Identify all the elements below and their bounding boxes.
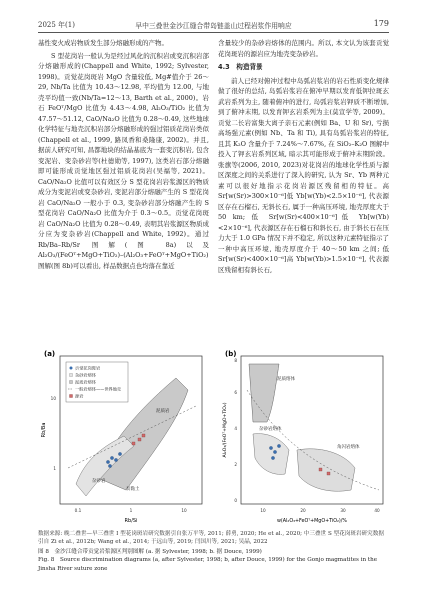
sample-point [110,456,113,459]
data-source-note: 数据来源: 晚二叠世—早三叠世 I 型花岗斑岩研究数据引自张万平等, 2011; 薛勇, 2020; He et al., 2020; 中三叠世 S 型花岗斑岩研究数据引自 Zi et al., 2012b; Wang et al., 2014; 于远山等, 2019; 闫国川等, 2021; 吴晶, 2022 [38,531,384,546]
legend-entry: 杂砂岩熔体 [75,372,96,378]
legend-marker [70,374,73,377]
figure-8 [38,350,389,532]
legend-marker [70,367,73,370]
caption-chinese: 图 8 金沙江缝合带贡觉岩浆源区判别图解 (a. 据 Sylvester, 1998; b. 据 Douce, 1999) [38,548,262,555]
right-column [218,38,389,277]
paragraph: 含量较少的杂砂岩熔体的范围内。所以, 本文认为该套贡觉花岗斑岩的源岩应为地壳变杂砂岩。 [218,39,389,58]
y-tick: 0 [234,498,237,503]
panel-a-plot [38,350,208,526]
field-label: 杂砂岩熔体 [259,427,282,432]
x-tick: 40 [374,508,380,513]
legend-entry: 贡觉花岗斑岩 [75,365,101,371]
pelite-melt-field [249,364,279,422]
legend-entry: 源岩 [75,393,84,399]
y-tick: 4 [234,426,237,431]
sample-point [269,446,272,449]
greywacke-melt-field [253,434,289,475]
field-label: 贫黏土 [126,487,140,492]
x-tick: 1 [129,508,133,513]
y-tick: 6 [234,390,237,395]
field-label: 泥质岩 [156,409,170,414]
other-point [138,438,141,441]
left-column [38,38,209,273]
legend-entry: 一般岩熔体——世界地壳 [75,386,122,392]
x-tick: 20 [300,508,306,513]
x-axis-label: Rb/Si [124,518,138,524]
sample-point [271,456,274,459]
y-tick: 1 [53,466,56,471]
other-point [142,434,145,437]
caption-english: Fig. 8 Source discrimination diagrams (a, after Sylvester, 1998; b, after Douce, 1999) for the Gonjo magmatites in the Jinsha River suture zone [38,557,378,572]
panel-label: (b) [225,350,237,358]
sample-point [273,450,276,453]
running-title: 早中三叠世金沙江缝合带岛链盖山过程岩浆作用响应 [135,22,292,30]
sample-point [118,452,121,455]
page-number: 179 [373,19,389,28]
issue-label: 2025 年(1) [38,21,75,29]
x-axis-label: w(Al₂O₃+FeOᵀ+MgO+TiO₂)/% [277,519,347,524]
sample-point [277,444,280,447]
legend-entry: 泥质岩熔体 [75,379,96,385]
panel-b [219,350,389,526]
section-heading: 4.3 构造背景 [218,63,263,71]
x-tick: 10 [181,508,187,513]
y-tick: 2 [234,462,237,467]
other-point [319,468,322,471]
field-label: 杂砂岩 [92,479,106,484]
figure-caption [38,530,389,573]
sample-point [108,464,111,467]
field-label: 泥质熔体 [277,377,295,382]
paragraph: S 型花岗岩一般认为是经过风化的沉积岩或变沉积岩部分熔融形成的(Chappell and White, 1992; Sylvester, 1998)。贡觉花岗斑岩 MgO 含量较低, Mg#值介于 26～29, Nb/Ta 比值为 10.43～12.98, 平均值为 12.00, 与地壳平均值一致(Nb/Ta=12～13, Barth et al., 2000)。岩石 FeOᵀ/MgO 比值为 4.43～4.98, Al₂O₃/TiO₂ 比值为 47.57～51.12, CaO/Na₂O 比值为 0.28～0.49, 这些地球化学特征与地壳沉积岩部分熔融形成的强过铝质花岗岩类似(Chappell et al., 1999, 路凤香和桑隆康, 2002)。并且, 据前人研究可知, 昌都地块的结晶基底为一套变沉积岩, 包含变泥岩、变杂砂岩等(杜德勋等, 1997), 这类岩石部分熔融即可能形成贡觉地区强过铝质花岗岩(吴福等, 2021)。CaO/Na₂O 比值可以有效区分 S 型花岗岩岩浆源区的物质成分为变泥岩或变杂砂岩, 变泥岩部分熔融产生的 S 型花岗岩 CaO/Na₂O 一般小于 0.3, 变杂砂岩部分熔融产生的 S 型花岗岩 CaO/Na₂O 比值为介于 0.3～0.5。贡觉花岗斑岩 CaO/Na₂O 比值为 0.28～0.49, 表明其岩浆源区物质成分应为变杂砂岩(Chappell and White, 1992)。通过 Rb/Ba–Rb/Sr 图解(图 8a)以及 Al₂O₃/(FeOᵀ+MgO+TiO₂)–(Al₂O₃+FeOᵀ+MgO+TiO₂) 图解(图 8b)可以看出, 样品数据点也均落在靠近 [38,51,209,270]
x-tick: 0.1 [74,508,82,513]
field-label: 角闪岩熔体 [337,445,360,450]
y-axis-label: Al₂O₃/(FeOᵀ+MgO+TiO₂) [223,402,228,458]
legend-marker [70,395,73,398]
panel-label: (a) [44,350,56,358]
x-tick: 10 [260,508,266,513]
panel-a [38,350,208,526]
amphibolite-melt-field [297,449,355,491]
sample-point [114,458,117,461]
x-tick: 30 [340,508,346,513]
y-axis-label: Rb/Ba [41,422,47,438]
sample-point [106,460,109,463]
y-tick: 10 [50,396,56,401]
paragraph: 基性变火成岩物质发生部分熔融形成的产物。 [38,39,168,47]
other-point [132,442,135,445]
running-header [38,20,389,33]
y-tick: 8 [234,358,237,363]
panel-b-plot [219,350,389,526]
other-point [327,472,330,475]
legend-marker [70,381,73,384]
paragraph: 前人已经对俯冲过程中岛弧岩浆岩的岩石性质变化规律做了很好的总结, 岛弧岩浆岩在俯冲早期以发育低钾拉斑玄武岩系列为主, 随着俯冲的进行, 岛弧岩浆岩钾质不断增加, 到了俯冲末期, 以发育钾玄岩系列为主(莫宣学等, 2009)。贡觉二长岩富集大离子亲石元素(例如 Ba、U 和 Sr), 亏损高场强元素(例如 Nb、Ta 和 Ti), 具有岛弧岩浆岩的特征, 且其 K₂O 含量介于 7.24%～7.67%, 在 SiO₂–K₂O 图解中投入了钾玄岩系列区域, 暗示其可能形成于俯冲末期阶段。张旗等(2006, 2010, 2023)对花岗岩的地球化学性质与源区深度之间的关系进行了深入的研究, 认为 Sr、Yb 两种元素可以很好地指示花岗岩源区残留相的特征。高 Sr[w(Sr)>300×10⁻⁶]低 Yb[w(Yb)<2.5×10⁻⁶], 代表源区存在石榴石, 无斜长石, 属于一种高压环境, 地壳厚度大于 50 km; 低 Sr[w(Sr)<400×10⁻⁶]低 Yb[w(Yb)<2×10⁻⁶], 代表源区存在石榴石和斜长石, 由于斜长石在压力大于 1.0 GPa 情况下并不稳定, 所以这种元素特征指示了一种中高压环境, 地壳厚度介于 40～50 km 之间; 低 Sr[w(Sr)<400×10⁻⁶]高 Yb[w(Yb)>1.5×10⁻⁶], 代表源区残留相有斜长石, [218,76,389,274]
